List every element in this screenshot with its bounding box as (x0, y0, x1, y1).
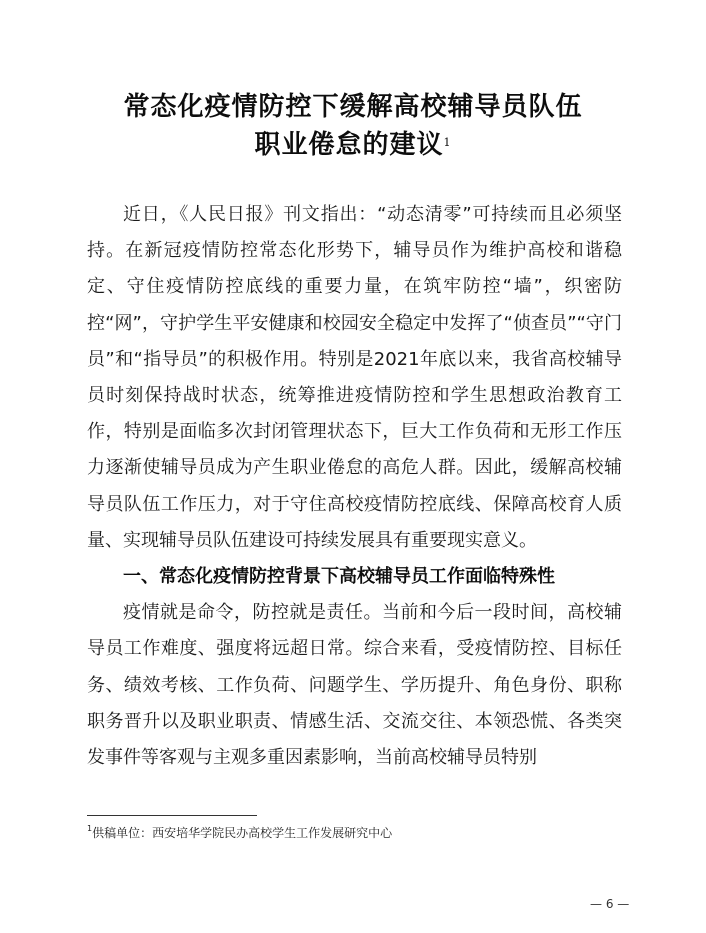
section-heading: 一、常态化疫情防控背景下高校辅导员工作面临特殊性 (123, 566, 555, 588)
footnote-mark: 1 (87, 824, 93, 833)
intro-paragraph: 近日，《人民日报》刊文指出：“动态清零”可持续而且必须坚持。在新冠疫情防控常态化形势下，辅导员作为维护高校和谐稳定、守住疫情防控底线的重要力量，在筑牢防控“墙”，织密防控“网”，守护学生平安健康和校园安全稳定中发挥了“侦查员”“守门员”和“指导员”的积极作用。特别是2021年底以来，我省高校辅导员时刻保持战时状态，统筹推进疫情防控和学生思想政治教育工作，特别是面临多次封闭管理状态下，巨大工作负荷和无形工作压力逐渐使辅导员成为产生职业倦怠的高危人群。因此，缓解高校辅导员队伍工作压力，对于守住高校疫情防控底线、保障高校育人质量、实现辅导员队伍建设可持续发展具有重要现实意义。 (87, 204, 622, 551)
title-line-1: 常态化疫情防控下缓解高校辅导员队伍 (123, 92, 583, 122)
title-footnote-mark: 1 (443, 136, 452, 149)
title-line-2 (0, 126, 706, 164)
document-body (87, 197, 622, 776)
page-number: — 6 — (590, 897, 630, 911)
section-paragraph: 疫情就是命令，防控就是责任。当前和今后一段时间，高校辅导员工作难度、强度将远超日常。综合来看，受疫情防控、目标任务、绩效考核、工作负荷、问题学生、学历提升、角色身份、职称职务晋升以及职业职责、情感生活、交流交往、本领恐慌、各类突发事件等客观与主观多重因素影响，当前高校辅导员特别 (87, 602, 622, 769)
title-line-2-text: 职业倦怠的建议 (254, 130, 444, 160)
footnote-divider (87, 815, 257, 816)
document-title (0, 88, 706, 164)
footnote-text: 供稿单位：西安培华学院民办高校学生工作发展研究中心 (92, 826, 393, 840)
footnote (87, 824, 392, 841)
